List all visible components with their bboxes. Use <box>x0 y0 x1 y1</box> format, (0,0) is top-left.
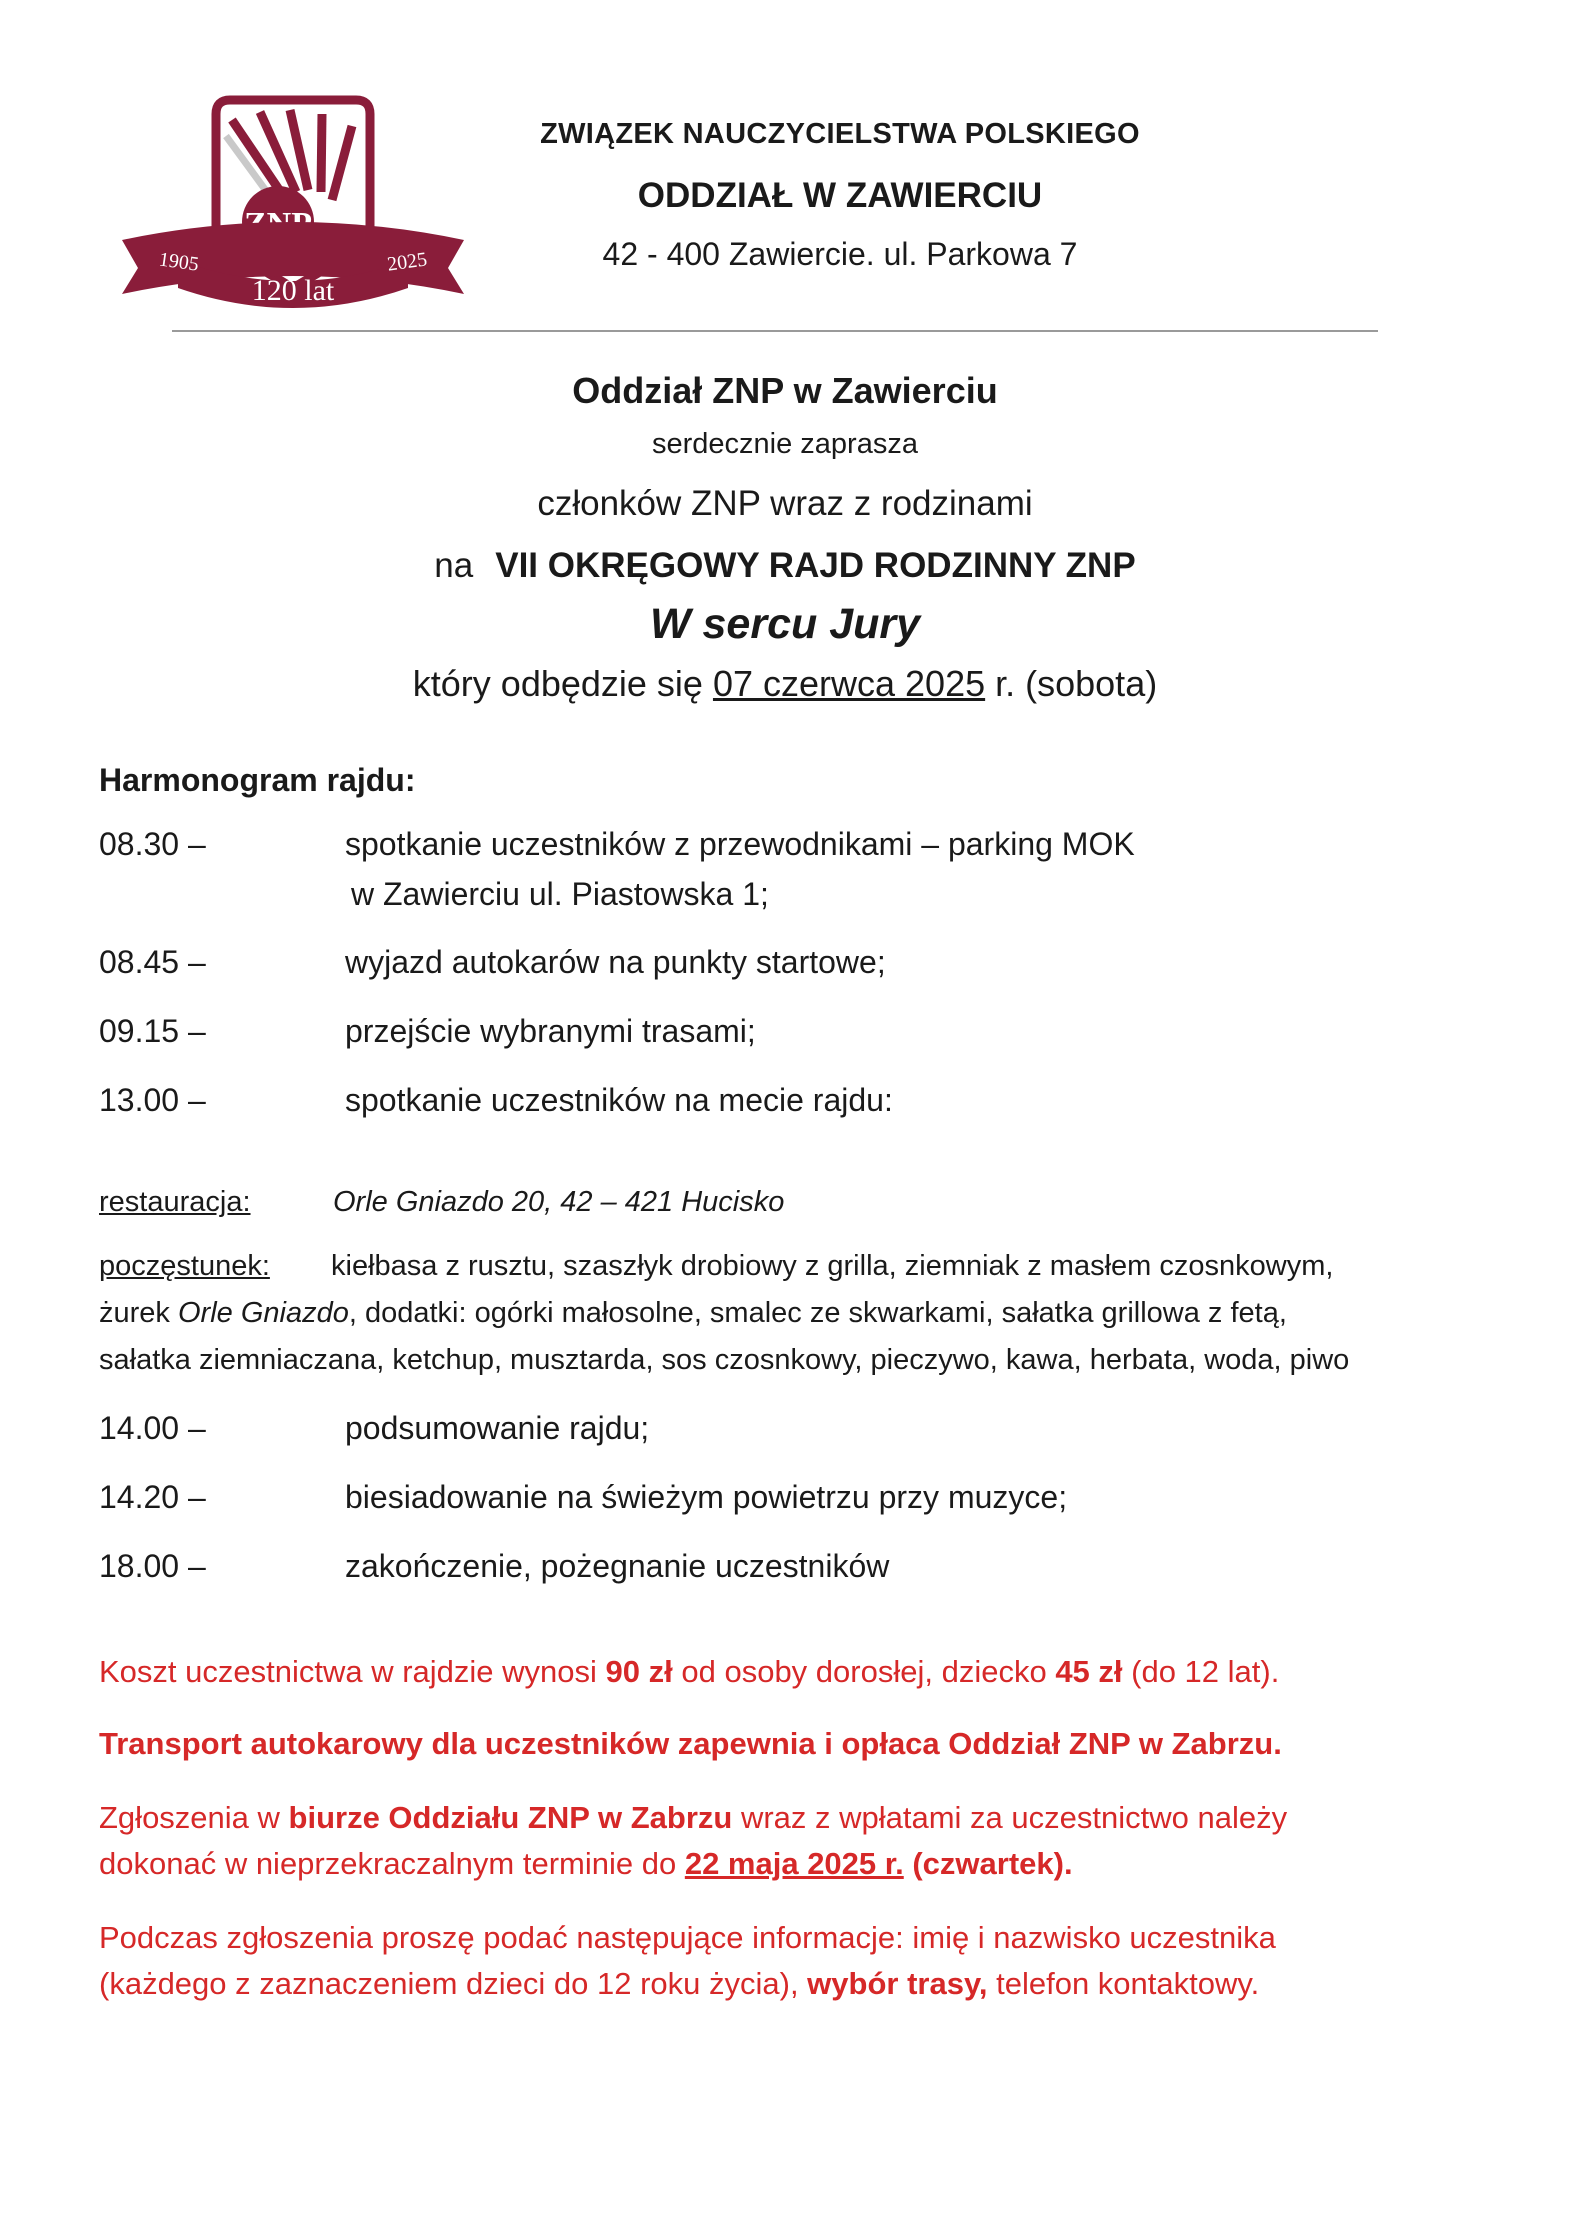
event-prefix: na <box>434 546 474 585</box>
info-note: Podczas zgłoszenia proszę podać następujące informacje: imię i nazwisko uczestnika <box>99 1920 1276 1955</box>
invitation-audience: członków ZNP wraz z rodzinami <box>537 484 1033 523</box>
menu-text: żurek <box>99 1297 178 1329</box>
schedule-desc: wyjazd autokarów na punkty startowe; <box>345 944 886 980</box>
menu-label: poczęstunek: <box>99 1250 270 1282</box>
restaurant-line <box>99 1186 1499 1219</box>
schedule-heading: Harmonogram rajdu: <box>99 762 416 798</box>
info-route: wybór trasy, <box>807 1966 988 2001</box>
cost-adult: 90 zł <box>605 1654 673 1689</box>
schedule-time: 08.45 – <box>99 944 206 980</box>
transport-note: Transport autokarowy dla uczestników zapewnia i opłaca Oddział ZNP w Zabrzu. <box>99 1726 1282 1761</box>
menu-text: kiełbasa z rusztu, szaszłyk drobiowy z grilla, ziemniak z masłem czosnkowym, <box>331 1250 1334 1282</box>
date-suffix: r. (sobota) <box>985 663 1158 704</box>
org-name: ZWIĄZEK NAUCZYCIELSTWA POLSKIEGO <box>540 118 1140 150</box>
header-divider <box>172 330 1378 332</box>
znp-logo-icon <box>118 92 468 312</box>
menu-text: , dodatki: ogórki małosolne, smalec ze skwarkami, sałatka grillowa z fetą, <box>348 1297 1287 1329</box>
info-note-line2: (każdego z zaznaczeniem dzieci do 12 roku życia), wybór trasy, telefon kontaktowy. <box>99 1966 1260 2001</box>
schedule-time: 09.15 – <box>99 1013 206 1049</box>
schedule-desc: spotkanie uczestników z przewodnikami – parking MOK <box>345 826 1135 862</box>
schedule-time: 14.00 – <box>99 1410 206 1446</box>
signup-office: biurze Oddziału ZNP w Zabrzu <box>288 1800 733 1835</box>
schedule-time: 14.20 – <box>99 1479 206 1515</box>
schedule-desc: w Zawierciu ul. Piastowska 1; <box>351 876 769 912</box>
logo-anniversary: 120 lat <box>251 274 335 307</box>
schedule-time: 13.00 – <box>99 1082 206 1118</box>
schedule-desc: zakończenie, pożegnanie uczestników <box>345 1548 890 1584</box>
menu-line <box>99 1297 1499 1330</box>
menu-text: sałatka ziemniaczana, ketchup, musztarda, sos czosnkowy, pieczywo, kawa, herbata, woda, piwo <box>99 1344 1350 1376</box>
schedule-desc: spotkanie uczestników na mecie rajdu: <box>345 1082 893 1118</box>
invitation-host: Oddział ZNP w Zawierciu <box>572 370 998 411</box>
cost-child: 45 zł <box>1055 1654 1123 1689</box>
event-name: VII OKRĘGOWY RAJD RODZINNY ZNP <box>495 546 1136 585</box>
schedule-desc: podsumowanie rajdu; <box>345 1410 650 1446</box>
restaurant-label: restauracja: <box>99 1186 251 1218</box>
menu-line <box>99 1344 1499 1377</box>
event-motto: W sercu Jury <box>649 600 921 648</box>
signup-deadline-line: dokonać w nieprzekraczalnym terminie do 22 maja 2025 r. (czwartek). <box>99 1846 1073 1881</box>
branch-name: ODDZIAŁ W ZAWIERCIU <box>637 176 1043 215</box>
invitation-invites: serdecznie zaprasza <box>652 428 918 460</box>
cost-note: Koszt uczestnictwa w rajdzie wynosi 90 zł od osoby dorosłej, dziecko 45 zł (do 12 lat). <box>99 1654 1280 1689</box>
branch-address: 42 - 400 Zawiercie. ul. Parkowa 7 <box>602 236 1078 272</box>
logo-year-start: 1905 <box>157 248 201 276</box>
schedule-desc: przejście wybranymi trasami; <box>345 1013 756 1049</box>
restaurant-value: Orle Gniazdo 20, 42 – 421 Hucisko <box>333 1186 785 1218</box>
signup-note: Zgłoszenia w biurze Oddziału ZNP w Zabrzu wraz z wpłatami za uczestnictwo należy <box>99 1800 1288 1835</box>
schedule-time: 08.30 – <box>99 826 206 862</box>
date-prefix: który odbędzie się <box>412 663 713 704</box>
menu-line <box>99 1250 1499 1283</box>
event-date: 07 czerwca 2025 <box>712 663 986 704</box>
event-date-line <box>0 663 1570 705</box>
logo-year-end: 2025 <box>385 248 429 276</box>
signup-deadline: 22 maja 2025 r. <box>684 1846 904 1881</box>
schedule-time: 18.00 – <box>99 1548 206 1584</box>
invitation-event <box>0 546 1570 586</box>
menu-dish-name: Orle Gniazdo <box>177 1297 349 1329</box>
schedule-desc: biesiadowanie na świeżym powietrzu przy muzyce; <box>345 1479 1068 1515</box>
